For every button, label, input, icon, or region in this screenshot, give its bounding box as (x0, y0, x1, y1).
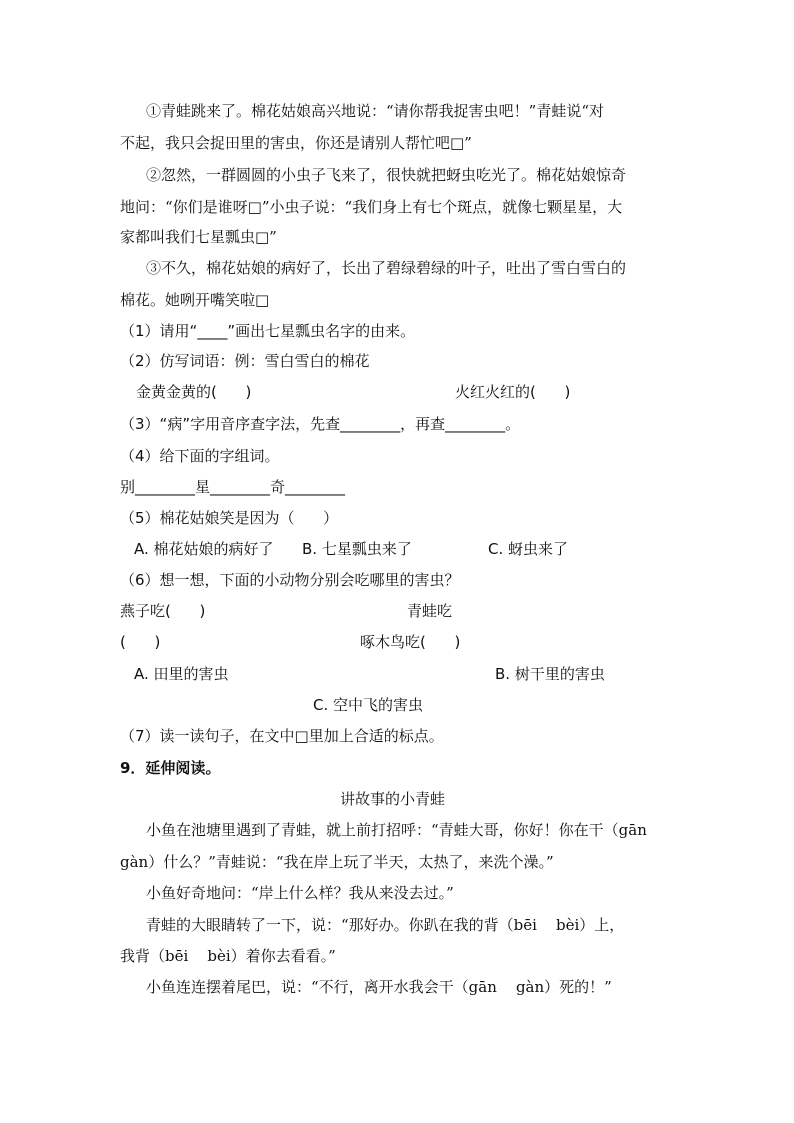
question-4: （4）给下面的字组词。 (120, 447, 280, 465)
question-6-option-b: B. 树干里的害虫 (495, 665, 605, 683)
question-2-left-blank: 金黄金黄的( ) (136, 383, 252, 401)
question-5-option-c: C. 蚜虫来了 (488, 540, 569, 558)
question-3: （3）“病”字用音序查字法，先查________，再查________。 (120, 415, 521, 433)
passage-para-2-line-1: ②忽然，一群圆圆的小虫子飞来了，很快就把蚜虫吃光了。棉花姑娘惊奇 (146, 166, 627, 184)
question-4-words: 别________星________奇________ (120, 478, 346, 496)
question-6-swallow: 燕子吃( ) (120, 602, 206, 620)
story-title: 讲故事的小青蛙 (340, 790, 446, 808)
question-1: （1）请用“____”画出七星瓢虫名字的由来。 (120, 322, 416, 340)
question-7: （7）读一读句子，在文中□里加上合适的标点。 (120, 727, 444, 745)
passage-para-2-line-3: 家都叫我们七星瓢虫□” (120, 228, 277, 246)
question-6: （6）想一想，下面的小动物分别会吃哪里的害虫？ (120, 571, 460, 589)
story-para-4: 小鱼连连摆着尾巴，说：“不行，离开水我会干（gān gàn）死的！” (146, 978, 612, 996)
passage-para-2-line-2: 地问：“你们是谁呀□”小虫子说：“我们身上有七个斑点，就像七颗星星，大 (120, 198, 623, 216)
question-2-right-blank: 火红火红的( ) (455, 383, 571, 401)
question-5-option-b: B. 七星瓢虫来了 (302, 540, 412, 558)
question-6-frog: 青蛙吃 (407, 602, 453, 620)
question-6-woodpecker: 啄木鸟吃( ) (360, 633, 461, 651)
passage-para-1-line-1: ①青蛙跳来了。棉花姑娘高兴地说：“请你帮我捉害虫吧！”青蛙说“对 (146, 102, 605, 120)
story-para-1-line-1: 小鱼在池塘里遇到了青蛙，就上前打招呼：“青蛙大哥，你好！你在干（gān (146, 821, 647, 839)
passage-para-3-line-1: ③不久，棉花姑娘的病好了，长出了碧绿碧绿的叶子，吐出了雪白雪白的 (146, 259, 627, 277)
story-para-2: 小鱼好奇地问：“岸上什么样？我从来没去过。” (146, 884, 454, 902)
question-5-option-a: A. 棉花姑娘的病好了 (134, 540, 274, 558)
question-6-option-c: C. 空中飞的害虫 (313, 696, 424, 714)
passage-para-1-line-2: 不起，我只会捉田里的害虫，你还是请别人帮忙吧□” (120, 134, 472, 152)
question-2: （2）仿写词语：例：雪白雪白的棉花 (120, 352, 370, 370)
question-6-frog-blank: ( ) (120, 633, 161, 651)
section-9-heading: 9．延伸阅读。 (120, 759, 221, 777)
question-6-option-a: A. 田里的害虫 (134, 665, 229, 683)
story-para-3-line-1: 青蛙的大眼睛转了一下，说：“那好办。你趴在我的背（bēi bèi）上， (146, 916, 625, 934)
story-para-3-line-2: 我背（bēi bèi）着你去看看。” (120, 947, 336, 965)
question-5: （5）棉花姑娘笑是因为（ ） (120, 509, 339, 527)
passage-para-3-line-2: 棉花。她咧开嘴笑啦□ (120, 291, 270, 309)
story-para-1-line-2: gàn）什么？”青蛙说：“我在岸上玩了半天，太热了，来洗个澡。” (120, 853, 554, 871)
